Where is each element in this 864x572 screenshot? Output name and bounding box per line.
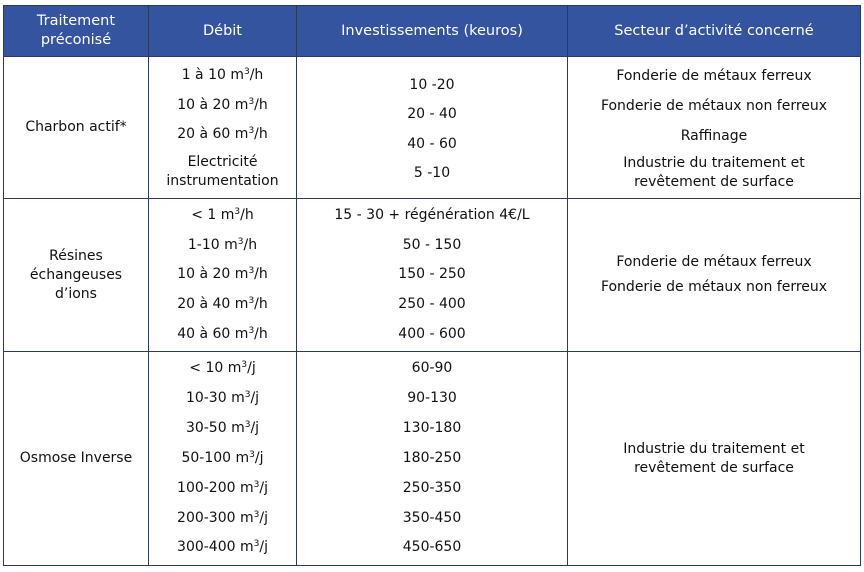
- debit-value: 10 à 20 $m^3/h$: [177, 96, 268, 113]
- investment-value: 60-90: [411, 360, 453, 377]
- investment-value: 20 - 40: [407, 106, 457, 123]
- debit-cell: [149, 57, 297, 199]
- investment-value: 350-450: [402, 509, 462, 526]
- investment-value: 150 - 250: [398, 266, 466, 283]
- debit-value: 40 à 60 $m^3/h$: [177, 325, 268, 342]
- header-sector: Secteur d’activité concerné: [568, 6, 861, 57]
- header-row: [4, 6, 861, 57]
- investment-value: 130-180: [402, 420, 462, 437]
- treatment-cell: Charbon actif*: [4, 57, 149, 199]
- investment-cell: [297, 199, 568, 352]
- sector-value: Raffinage: [680, 127, 748, 144]
- debit-value: 10-30 $m^3/j$: [185, 390, 260, 407]
- debit-value: < 1 $m^3/h$: [191, 207, 254, 224]
- group-row-osmose: [4, 352, 861, 566]
- investment-value: 400 - 600: [398, 325, 466, 342]
- investment-value: 40 - 60: [407, 135, 457, 152]
- investment-cell: [297, 57, 568, 199]
- investment-value: 5 -10: [413, 164, 451, 181]
- sector-cell: [568, 57, 861, 199]
- debit-value: 1 à 10 $m^3/h$: [181, 67, 264, 84]
- sector-value: Fonderie de métaux non ferreux: [600, 279, 828, 295]
- treatment-cost-table: [3, 5, 861, 566]
- sector-cell: [568, 352, 861, 566]
- investment-value: 250 - 400: [398, 296, 466, 313]
- header-debit: Débit: [149, 6, 297, 57]
- debit-value: 20 à 60 $m^3/h$: [177, 126, 268, 143]
- debit-value: 300-400 $m^3/j$: [177, 539, 268, 556]
- debit-value: 50-100 $m^3/j$: [181, 449, 264, 466]
- investment-value: 10 -20: [409, 77, 455, 94]
- header-treatment: Traitement préconisé: [4, 6, 149, 57]
- sector-value: Fonderie de métaux non ferreux: [600, 97, 828, 114]
- investment-value: 90-130: [407, 390, 457, 407]
- treatment-cell: Résines échangeuses d’ions: [4, 199, 149, 352]
- investment-value: 180-250: [402, 449, 462, 466]
- debit-value: 200-300 $m^3/j$: [177, 509, 268, 526]
- debit-value: < 10 $m^3/j$: [189, 360, 256, 377]
- investment-value: 450-650: [402, 539, 462, 556]
- debit-value: Electricité instrumentation: [166, 153, 279, 189]
- investment-value: 50 - 150: [402, 236, 462, 253]
- investment-value: 15 - 30 + régénération 4€/L: [334, 207, 530, 224]
- investment-cell: [297, 352, 568, 566]
- group-row-charbon: [4, 57, 861, 199]
- debit-value: 20 à 40 $m^3/h$: [177, 296, 268, 313]
- header-investments: Investissements (keuros): [297, 6, 568, 57]
- debit-cell: [149, 352, 297, 566]
- debit-value: 30-50 $m^3/j$: [185, 420, 260, 437]
- sector-value: Industrie du traitement et revêtement de surface: [623, 154, 805, 190]
- sector-cell: [568, 199, 861, 352]
- debit-cell: [149, 199, 297, 352]
- sector-value: Fonderie de métaux ferreux: [616, 254, 812, 270]
- debit-value: 10 à 20 $m^3/h$: [177, 266, 268, 283]
- debit-value: 100-200 $m^3/j$: [177, 479, 268, 496]
- investment-value: 250-350: [402, 479, 462, 496]
- debit-value: 1-10 $m^3/h$: [187, 236, 258, 253]
- group-row-resines: [4, 199, 861, 352]
- treatment-cell: Osmose Inverse: [4, 352, 149, 566]
- sector-value: Industrie du traitement et revêtement de surface: [623, 440, 805, 476]
- sector-value: Fonderie de métaux ferreux: [616, 67, 812, 84]
